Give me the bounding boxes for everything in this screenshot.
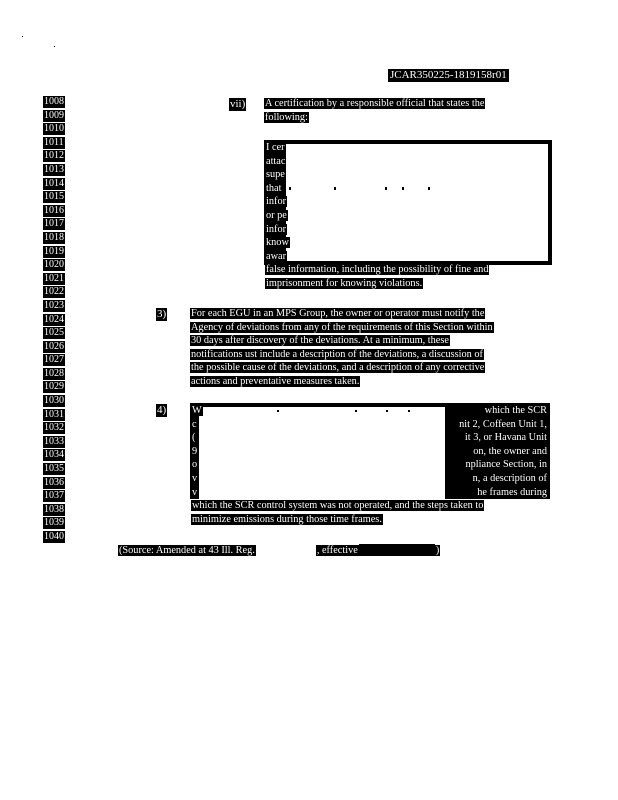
item-4-fragment: nit 2, Coffeen Unit 1, xyxy=(459,418,547,430)
line-number-text: 1021 xyxy=(44,272,64,284)
line-number-text: 1033 xyxy=(44,435,64,447)
certification-line: attac xyxy=(266,155,286,167)
line-number xyxy=(43,380,65,394)
line-number-text: 1015 xyxy=(44,191,64,203)
line-number xyxy=(43,326,65,340)
item-4-marker: 4) xyxy=(157,404,167,416)
line-number xyxy=(43,136,65,150)
line-number xyxy=(43,149,65,163)
item-vii-marker: vii) xyxy=(230,98,246,110)
source-note-prefix: (Source: Amended at 43 Ill. Reg. xyxy=(119,545,255,556)
certification-line: that xyxy=(266,182,282,194)
line-number xyxy=(43,285,65,299)
item-vii-text xyxy=(264,97,485,124)
line-number-text: 1030 xyxy=(44,395,64,407)
line-number-text: 1017 xyxy=(44,218,64,230)
certification-line: or pe xyxy=(266,209,287,221)
line-number-text: 1040 xyxy=(44,531,64,542)
source-note-suffix: ) xyxy=(435,545,440,556)
item-4-fragment: c xyxy=(192,418,197,430)
line-number xyxy=(43,435,65,449)
line-number-text: 1036 xyxy=(44,476,64,488)
item-3-line: 30 days after discovery of the deviations. At a minimum, these xyxy=(191,335,449,347)
line-number-text: 1024 xyxy=(44,313,64,325)
certification-line: infor xyxy=(266,223,287,235)
item-3-text xyxy=(190,307,494,389)
line-number-column xyxy=(43,95,65,544)
line-number xyxy=(43,299,65,313)
line-number xyxy=(43,190,65,204)
certification-line: infor xyxy=(266,196,287,208)
line-number-text: 1039 xyxy=(44,517,64,529)
item-4-fragment: it 3, or Havana Unit xyxy=(464,432,547,444)
line-number xyxy=(43,217,65,231)
item-4-fragment: n, a description of xyxy=(472,472,547,484)
line-number xyxy=(43,448,65,462)
item-4-fragment: v xyxy=(192,472,198,484)
item-4-line: which the SCR control system was not operated, and the steps taken to xyxy=(192,500,484,511)
line-number xyxy=(43,394,65,408)
line-number xyxy=(43,95,65,109)
line-number-text: 1029 xyxy=(44,381,64,393)
item-4-fragment: on, the owner and xyxy=(473,445,547,457)
certification-line: I cer xyxy=(266,142,285,153)
line-number-text: 1027 xyxy=(44,354,64,366)
line-number xyxy=(43,177,65,191)
line-number-text: 1014 xyxy=(44,177,64,189)
line-number-text: 1035 xyxy=(44,463,64,475)
item-3-marker: 3) xyxy=(157,308,167,320)
item-4-line: minimize emissions during those time frames. xyxy=(192,513,382,525)
line-number-text: 1016 xyxy=(44,204,64,216)
line-number xyxy=(43,163,65,177)
line-number-text: 1012 xyxy=(44,150,64,162)
line-number xyxy=(43,231,65,245)
item-vii-line: A certification by a responsible official that states the xyxy=(265,98,485,109)
line-number-text: 1026 xyxy=(44,340,64,352)
line-number-text: 1031 xyxy=(44,408,64,420)
line-number-text: 1018 xyxy=(44,231,64,243)
source-note-middle: , effective xyxy=(316,545,358,556)
item-3-line: actions and preventative measures taken. xyxy=(191,375,360,387)
redaction-bar xyxy=(359,544,435,556)
line-number xyxy=(43,476,65,490)
line-number xyxy=(43,530,65,544)
line-number xyxy=(43,204,65,218)
item-4-fragment: 9 xyxy=(192,445,198,457)
redaction-box xyxy=(256,544,316,556)
line-number xyxy=(43,503,65,517)
item-4-block xyxy=(190,403,552,528)
item-4-fragment: ( xyxy=(192,432,196,444)
line-number-text: 1037 xyxy=(44,490,64,502)
certification-line: supe xyxy=(266,169,285,181)
line-number-text: 1038 xyxy=(44,503,64,515)
line-number-text: 1019 xyxy=(44,245,64,257)
item-3-line: Agency of deviations from any of the requirements of this Section within xyxy=(191,321,493,333)
line-number xyxy=(43,272,65,286)
line-number-text: 1008 xyxy=(44,96,64,107)
item-3-line: notifications ust include a description of the deviations, a discussion of xyxy=(191,348,483,360)
line-number-text: 1013 xyxy=(44,163,64,175)
line-number-text: 1009 xyxy=(44,109,64,121)
line-number-text: 1023 xyxy=(44,299,64,311)
item-4-fragment: o xyxy=(192,459,198,471)
source-note xyxy=(118,544,440,557)
item-4-fragment: v xyxy=(192,486,198,498)
item-3-line: the possible cause of the deviations, and a description of any corrective xyxy=(191,362,485,374)
redaction-box xyxy=(199,407,445,499)
line-number xyxy=(43,340,65,354)
line-number-text: 1032 xyxy=(44,422,64,434)
line-number xyxy=(43,258,65,272)
line-number xyxy=(43,421,65,435)
line-number xyxy=(43,122,65,136)
item-3-line: For each EGU in an MPS Group, the owner or operator must notify the xyxy=(191,308,485,319)
line-number xyxy=(43,408,65,422)
line-number-text: 1028 xyxy=(44,367,64,379)
line-number xyxy=(43,489,65,503)
line-number xyxy=(43,367,65,381)
item-vii-line: following: xyxy=(265,111,308,123)
item-4-fragment: he frames during xyxy=(477,486,547,498)
line-number-text: 1011 xyxy=(44,136,64,148)
line-number xyxy=(43,516,65,530)
item-4-fragment: W xyxy=(192,405,202,416)
line-number-text: 1034 xyxy=(44,449,64,461)
line-number-text: 1020 xyxy=(44,259,64,271)
line-number-text: 1010 xyxy=(44,123,64,135)
line-number xyxy=(43,313,65,327)
line-number xyxy=(43,462,65,476)
certification-line: false information, including the possibility of fine and xyxy=(266,264,489,276)
item-4-fragment: which the SCR xyxy=(484,405,547,416)
certification-block xyxy=(264,140,552,294)
item-4-fragment: npliance Section, in xyxy=(465,459,547,471)
line-number xyxy=(43,245,65,259)
line-number xyxy=(43,109,65,123)
line-number-text: 1025 xyxy=(44,327,64,339)
certification-line: imprisonment for knowing violations. xyxy=(266,277,423,289)
certification-line: know xyxy=(266,237,289,249)
line-number-text: 1022 xyxy=(44,286,64,298)
certification-line: awar xyxy=(266,250,287,262)
document-id: JCAR350225-1819158r01 xyxy=(390,69,507,81)
line-number xyxy=(43,353,65,367)
